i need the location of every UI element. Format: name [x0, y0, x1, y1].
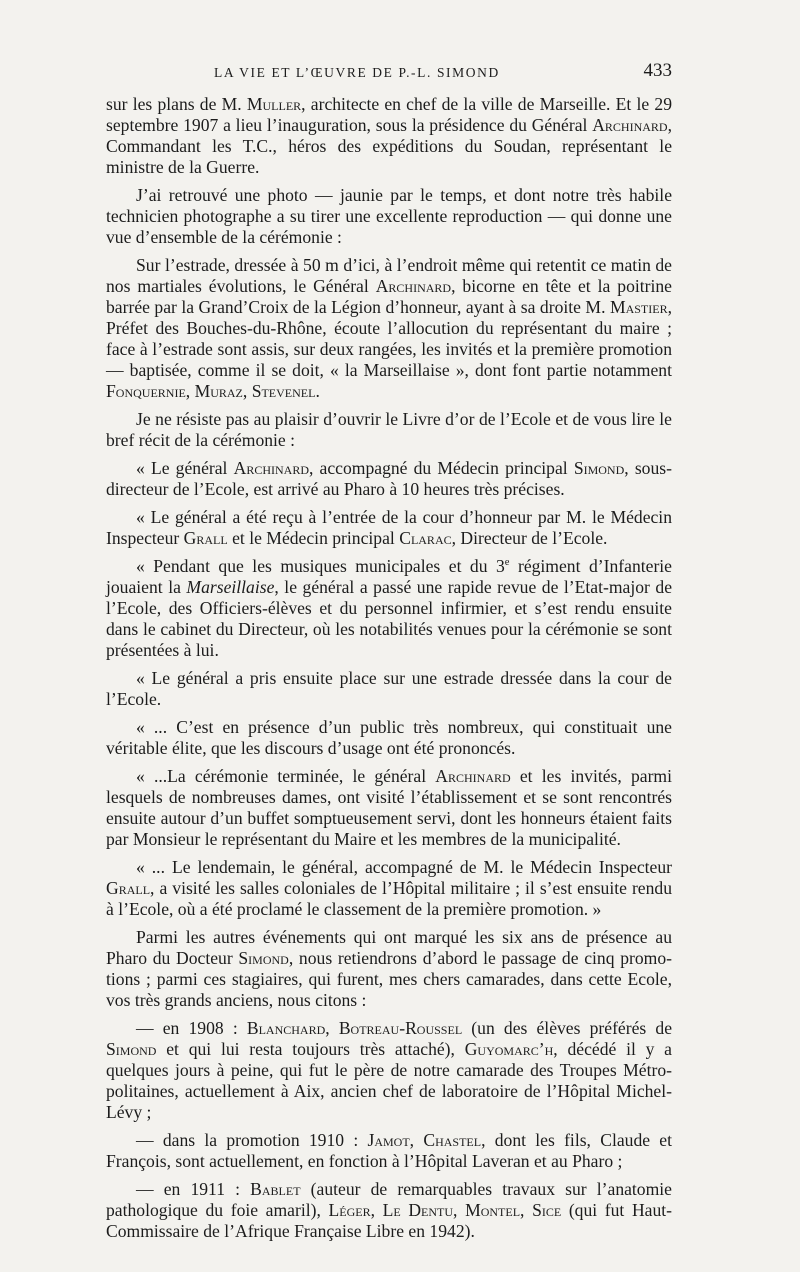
paragraph-8: « Le général a pris ensuite place sur une estrade dressée dans la cour de l’Ecole. — [106, 668, 672, 709]
paragraph-4: Je ne résiste pas au plaisir d’ouvrir le Livre d’or de l’Ecole et de vous lire le bref récit de la cérémonie : — [106, 409, 672, 450]
page-header — [106, 58, 672, 94]
paragraph-2: J’ai retrouvé une photo — jaunie par le temps, et dont notre très habile technicien photographe a su tirer une excellente reproduction — qui donne une vue d’ensemble de la cérémonie : — [106, 185, 672, 247]
running-title: LA VIE ET L’ŒUVRE DE P.-L. SIMOND — [214, 65, 500, 80]
paragraph-7: « Pendant que les musiques municipales et du 3e régiment d’Infanterie jouaient la Marseillaise, le général a passé une rapide revue de l’Etat-major de l’Ecole, des Officiers-élèves et du personnel infirmier, et s’est rendu ensuite dans le cabinet du Directeur, où les notabilités venues pour la cérémonie se sont présentées à lui. — [106, 556, 672, 660]
paragraph-10: « ...La cérémonie terminée, le général Archinard et les invités, parmi lesquels de nombreuses dames, ont visité l’établissement et se sont rencontrés ensuite autour d’un buffet somptueusement servi, dont les honneurs étaient faits par Monsieur le représentant du Maire et les membres de la municipalité. — [106, 766, 672, 849]
paragraph-5: « Le général Archinard, accompagné du Médecin principal Simond, sous-directeur de l’Ecole, est arrivé au Pharo à 10 heures très précises. — [106, 458, 672, 499]
paragraph-13: — en 1908 : Blanchard, Botreau-Roussel (un des élèves préférés de Simond et qui lui resta toujours très attaché), Guyomarc’h, décédé il y a quelques jours à peine, qui fut le père de notre camarade des Troupes Métropolitaines, actuellement à Aix, ancien chef de laboratoire de l’Hôpital Michel-Lévy ; — [106, 1018, 672, 1122]
paragraph-9: « ... C’est en présence d’un public très nombreux, qui constituait une véritable élite, que les discours d’usage ont été prononcés. — [106, 717, 672, 758]
paragraph-11: « ... Le lendemain, le général, accompagné de M. le Médecin Inspecteur Grall, a visité les salles coloniales de l’Hôpital militaire ; il s’est ensuite rendu à l’Ecole, où a été proclamé le classement de la première promotion. » — [106, 857, 672, 919]
paragraph-15: — en 1911 : Bablet (auteur de remarquables travaux sur l’anatomie pathologique du foie amaril), Léger, Le Dentu, Montel, Sice (qui fut Haut-Commissaire de l’Afrique Française Libre en 1942). — [106, 1179, 673, 1241]
paragraph-1: sur les plans de M. Muller, architecte en chef de la ville de Marseille. Et le 29 septembre 1907 a lieu l’inauguration, sous la présidence du Général Archinard, Commandant les T.C., héros des expéditions du Soudan, représentant le ministre de la Guerre. — [106, 94, 672, 177]
paragraph-14: — dans la promotion 1910 : Jamot, Chastel, dont les fils, Claude et François, sont actuellement, en fonction à l’Hôpital Laveran et au Pharo ; — [106, 1130, 673, 1171]
page-number: 433 — [643, 60, 672, 81]
paragraph-3: Sur l’estrade, dressée à 50 m d’ici, à l’endroit même qui retentit ce matin de nos martiales évolutions, le Général Archinard, bicorne en tête et la poitrine barrée par la Grand’Croix de la Légion d’honneur, ayant à sa droite M. Mastier, Préfet des Bouches-du-Rhône, écoute l’allocution du représentant du maire ; face à l’estrade sont assis, sur deux rangées, les invités et la première promotion — baptisée, comme il se doit, « la Marseillaise », dont font partie notamment Fonquernie, Muraz, Stevenel. — [106, 255, 672, 401]
body-text — [106, 94, 672, 1249]
paragraph-6: « Le général a été reçu à l’entrée de la cour d’honneur par M. le Médecin Inspecteur Grall et le Médecin principal Clarac, Directeur de l’Ecole. — [106, 507, 672, 548]
paragraph-12: Parmi les autres événements qui ont marqué les six ans de présence au Pharo du Docteur Simond, nous retiendrons d’abord le passage de cinq promotions ; parmi ces stagiaires, qui furent, mes chers camarades, dans cette Ecole, vos très grands anciens, nous citons : — [106, 927, 672, 1010]
